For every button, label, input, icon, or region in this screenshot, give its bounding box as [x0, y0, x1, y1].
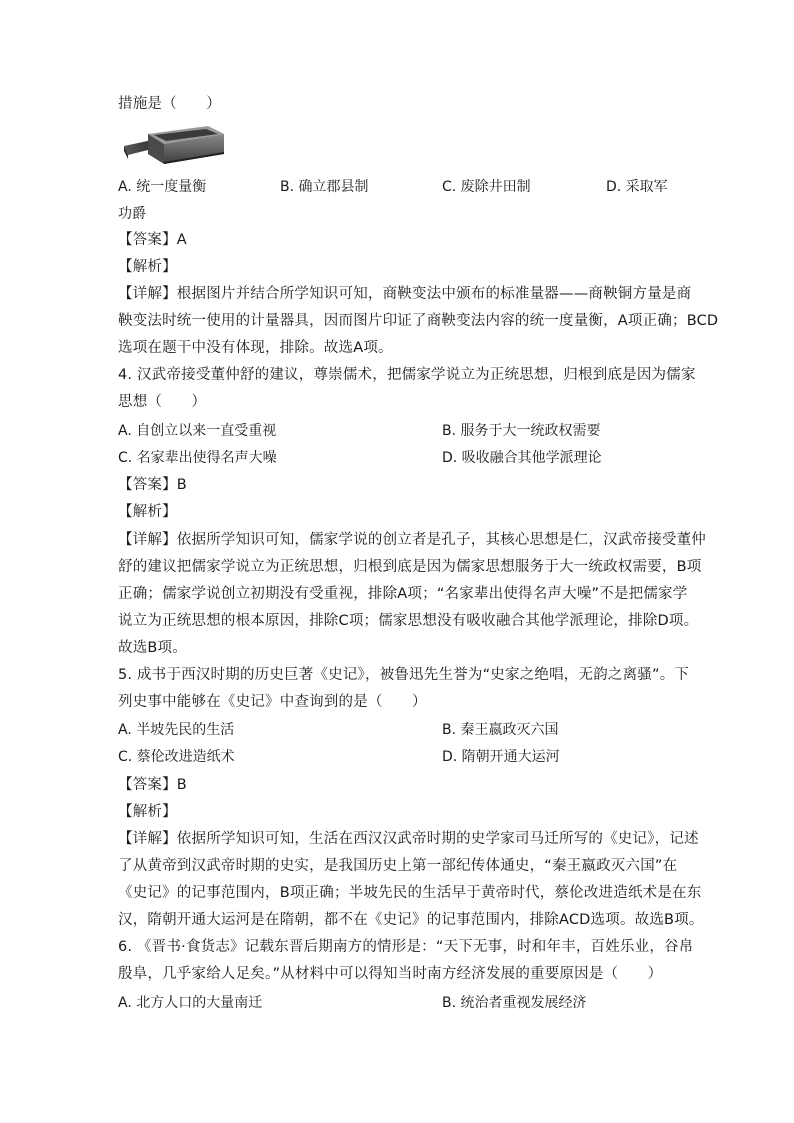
q4-stem-line: 思想（ ）: [118, 394, 207, 410]
q4-detail-line: 故选B项。: [118, 640, 187, 656]
q5-detail-line: 《史记》的记事范围内，B项正确；半坡先民的生活早于黄帝时代，蔡伦改进造纸术是在东: [118, 885, 702, 901]
q4-answer: 【答案】B: [118, 477, 187, 493]
q5-stem-line: 列史事中能够在《史记》中查询到的是（ ）: [118, 694, 427, 710]
q5-option-d: D. 隋朝开通大运河: [442, 749, 560, 765]
q5-detail-line: 了从黄帝到汉武帝时期的史实，是我国历史上第一部纪传体通史，“秦王嬴政灭六国”在: [118, 858, 678, 874]
q3-option-c: C. 废除井田制: [442, 179, 531, 195]
q5-analysis-heading: 【解析】: [118, 804, 177, 820]
q4-option-d: D. 吸收融合其他学派理论: [442, 450, 602, 466]
q4-detail-line: 正确；儒家学说创立初期没有受重视，排除A项；“名家辈出使得名声大噪”不是把儒家学: [118, 586, 688, 602]
q4-detail-line: 舒的建议把儒家学说立为正统思想，归根到底是因为儒家思想服务于大一统政权需要，B项: [118, 559, 702, 575]
q5-detail-line: 【详解】依据所学知识可知，生活在西汉汉武帝时期的史学家司马迁所写的《史记》，记述: [118, 831, 699, 847]
q5-stem-line: 5. 成书于西汉时期的历史巨著《史记》，被鲁迅先生誉为“史家之绝唱，无韵之离骚”。下: [118, 667, 690, 683]
q6-stem-line: 殷阜，几乎家给人足矣。”从材料中可以得知当时南方经济发展的重要原因是（ ）: [118, 966, 663, 982]
q3-option-b: B. 确立郡县制: [280, 179, 369, 195]
q3-option-a: A. 统一度量衡: [118, 179, 207, 195]
q4-stem-line: 4. 汉武帝接受董仲舒的建议，尊崇儒术，把儒家学说立为正统思想，归根到底是因为儒家: [118, 367, 696, 383]
q5-option-a: A. 半坡先民的生活: [118, 722, 235, 738]
q3-detail-line: 鞅变法时统一使用的计量器具，因而图片印证了商鞅变法内容的统一度量衡，A项正确；BCD: [118, 313, 719, 329]
q6-stem-line: 6. 《晋书·食货志》记载东晋后期南方的情形是：“天下无事，时和年丰，百姓乐业，谷帛: [118, 939, 694, 955]
q3-answer: 【答案】A: [118, 232, 187, 248]
q5-detail-line: 汉，隋朝开通大运河是在隋朝，都不在《史记》的记事范围内，排除ACD选项。故选B项。: [118, 912, 704, 928]
q3-option-d-continued: 功爵: [118, 206, 146, 222]
q3-stem-tail: 措施是（ ）: [118, 96, 221, 112]
q3-option-d: D. 采取军: [606, 179, 668, 195]
q3-detail-line: 选项在题干中没有体现，排除。故选A项。: [118, 340, 393, 356]
q4-option-b: B. 服务于大一统政权需要: [442, 423, 601, 439]
q6-option-a: A. 北方人口的大量南迁: [118, 995, 263, 1011]
q4-option-a: A. 自创立以来一直受重视: [118, 423, 277, 439]
q4-analysis-heading: 【解析】: [118, 504, 177, 520]
q6-option-b: B. 统治者重视发展经济: [442, 995, 587, 1011]
q5-option-c: C. 蔡伦改进造纸术: [118, 749, 235, 765]
q5-option-b: B. 秦王嬴政灭六国: [442, 722, 559, 738]
bronze-measure-image: [122, 124, 226, 168]
q5-answer: 【答案】B: [118, 777, 187, 793]
q4-option-c: C. 名家辈出使得名声大噪: [118, 450, 277, 466]
q4-detail-line: 说立为正统思想的根本原因，排除C项；儒家思想没有吸收融合其他学派理论，排除D项。: [118, 613, 699, 629]
q3-analysis-heading: 【解析】: [118, 259, 177, 275]
q4-detail-line: 【详解】依据所学知识可知，儒家学说的创立者是孔子，其核心思想是仁，汉武帝接受董仲: [118, 532, 706, 548]
q3-detail-line: 【详解】根据图片并结合所学知识可知，商鞅变法中颁布的标准量器——商鞅铜方量是商: [118, 286, 692, 302]
